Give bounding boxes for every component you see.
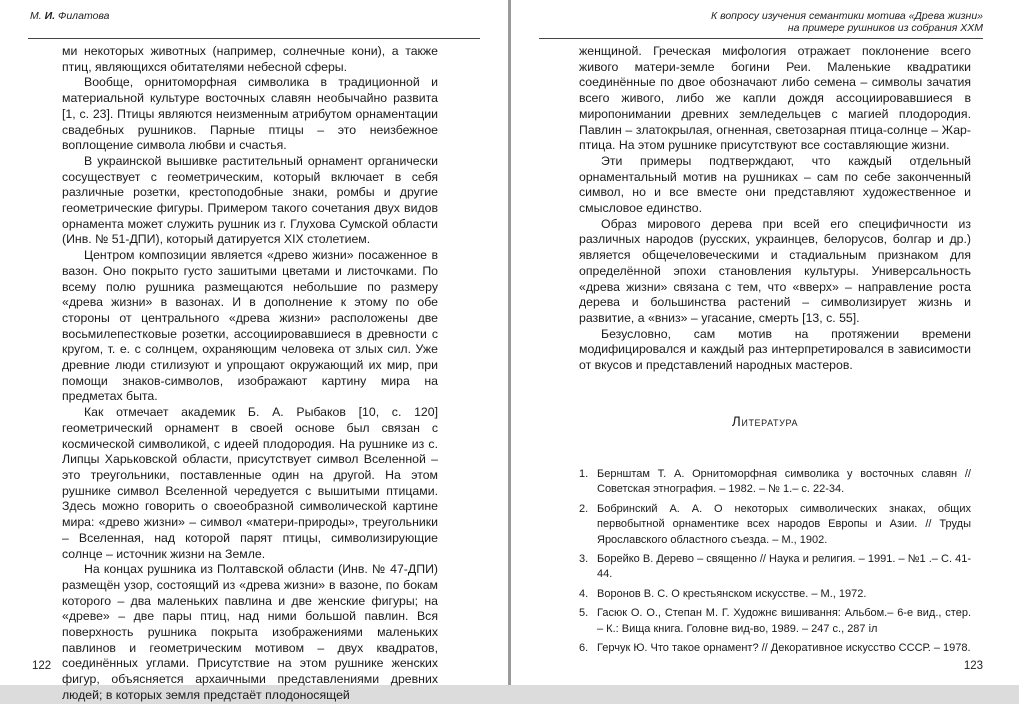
reference-text: Воронов В. С. О крестьянском искусстве. – М., 1972. xyxy=(597,587,867,600)
reference-item xyxy=(579,552,971,583)
paragraph: Как отмечает академик Б. А. Рыбаков [10, с. 120] геометрический орнамент в своей основе был связан с космической символикой, с идеей плодородия. На рушнике из с. Липцы Харьковской области, присутствует символ Вселенной – это треугольники, поставленные один на другой. На этом рушнике символ Вселенной чередуется с вышитыми птицами. Здесь можно говорить о своеобразной символической картине мира: «древо жизни» – символ «матери-природы», треугольники – Вселенная, над которой парят птицы, символизирующие солнце – источник жизни на Земле. xyxy=(62,405,438,561)
paragraph: ми некоторых животных (например, солнечные кони), а также птиц, являющихся обитателями небесной сферы. xyxy=(62,44,438,74)
running-head-title xyxy=(711,10,983,34)
paragraph: В украинской вышивке растительный орнамент органически сосуществует с геометрическим, который включает в себя различные розетки, крестоподобные знаки, ромбы и другие геометрические фигуры. Примером такого сочетания двух видов орнамента может служить рушник из г. Глухова Сумской области (Инв. № 51-ДПИ), который датируется XIX столетием. xyxy=(62,153,438,247)
paragraph: женщиной. Греческая мифология отражает поклонение всего живого матери-земле богини Реи. Маленькие квадратики соединённые по двое обозначают либо семена – символы зачатия всего живого, либо же капли дождя ассоциировавшиеся в миропонимании древних земледельцев с магией плодородия. Павлин – златокрылая, огненная, светозарная птица-солнце – Жар-птица. На этом рушнике присутствуют все составляющие жизни. xyxy=(579,44,971,153)
reference-text: Бернштам Т. А. Орнитоморфная символика у восточных славян // Советская этнография. – 1982. – № 1.– с. 22-34. xyxy=(597,468,971,496)
paragraph: Образ мирового дерева при всей его специфичности из различных народов (русских, украинцев, белорусов, болгар и др.) является общечеловеческими и стадиальным признаком для определённой эпохи становления культуры. Универсальность «древа жизни» связана с тем, что «вверх» – направление роста дерева и большинства растений – символизирует жизнь и развитие, а «вниз» – угасание, смерть [13, с. 55]. xyxy=(579,216,971,325)
reference-number: 4. xyxy=(579,587,589,600)
reference-text: Герчук Ю. Что такое орнамент? // Декоративное искусство СССР. – 1978. xyxy=(597,642,971,655)
paragraph: На концах рушника из Полтавской области (Инв. № 47-ДПИ) размещён узор, состоящий из «древа жизни» в вазоне, по бокам которого – два маленьких павлина и две женские фигуры; на «древе» – две пары птиц, над ними большой павлин. Вся поверхность рушника покрыта изображениями маленьких павлинов и геометрическим мотивом – двух квадратов, соединённых углами. Присутствие на этом рушнике женских фигур, объясняется архаичными представлениями древних людей; в которых земля предстаёт плодоносящей xyxy=(62,562,438,702)
reference-item xyxy=(579,587,971,602)
header-rule xyxy=(28,38,480,39)
page-number: 123 xyxy=(963,660,983,672)
right-page xyxy=(511,0,1019,685)
author-name: Филатова xyxy=(58,10,110,22)
reference-text: Гасюк О. О., Степан М. Г. Художнє вишивання: Альбом.– 6-е вид., стер. – К.: Вища книга. Головне вид-во, 1989. – 247 с., 287 іл xyxy=(597,607,971,635)
reference-number: 5. xyxy=(579,607,589,620)
reference-item xyxy=(579,467,971,498)
header-rule xyxy=(539,38,983,39)
author-prefix: М. xyxy=(30,10,42,22)
running-head-author xyxy=(30,10,110,22)
left-body-text xyxy=(62,44,438,704)
author-initial: И. xyxy=(44,10,56,22)
reference-number: 3. xyxy=(579,553,589,566)
paragraph: Безусловно, сам мотив на протяжении времени модифицировался и каждый раз интерпретировался в зависимости от вкусов и представлений народных мастеров. xyxy=(579,326,971,373)
paragraph: Эти примеры подтверждают, что каждый отдельный орнаментальный мотив на рушниках – сам по себе законченный символ, но и все вместе они представляют художественное и смысловое единство. xyxy=(579,153,971,216)
reference-item xyxy=(579,502,971,548)
reference-number: 2. xyxy=(579,502,589,515)
reference-number: 6. xyxy=(579,642,589,655)
reference-item xyxy=(579,641,971,656)
running-head-line1: К вопросу изучения семантики мотива «Древа жизни» xyxy=(710,10,983,22)
reference-list xyxy=(579,467,971,660)
paragraph: Центром композиции является «древо жизни» посаженное в вазон. Оно покрыто густо зашитыми цветами и листочками. По всему полю рушника размещаются небольшие по размеру «древа жизни» в вазонах. И в дополнение к этому по обе стороны от центрального «древа жизни» расположены две восьмилепестковые розетки, ассоциировавшиеся в древности с кругом, т. е. с солнцем, охраняющим человека от злых сил. Уже древние люди стилизуют и упрощают окружающий их мир, при помощи знаков-символов, изображают картину мира на предметах быта. xyxy=(62,248,438,404)
reference-item xyxy=(579,606,971,637)
reference-text: Бобринский А. А. О некоторых символических знаках, общих первобытной орнаментике всех народов Европы и Азии. // Труды Ярославского областного съезда. – М., 1902. xyxy=(597,502,971,546)
running-head-line2: на примере рушников из собрания XXM xyxy=(787,22,983,34)
page-number: 122 xyxy=(32,660,52,672)
section-title-literature: Литература xyxy=(731,414,799,429)
paragraph: Вообще, орнитоморфная символика в традиционной и материальной культуре восточных славян необычайно развита [1, с. 23]. Птицы являются неизменным атрибутом орнаментации свадебных рушников. Парные птицы – это неизбежное воплощение символа любви и счастья. xyxy=(62,75,438,153)
reference-number: 1. xyxy=(579,468,589,480)
reference-text: Борейко В. Дерево – священно // Наука и религия. – 1991. – №1 .– С. 41-44. xyxy=(597,553,971,581)
right-body-text xyxy=(579,44,971,374)
left-page xyxy=(0,0,508,702)
